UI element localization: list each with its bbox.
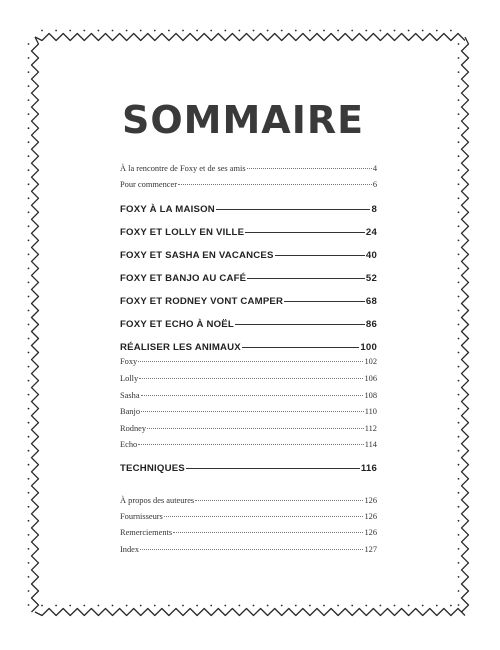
border-dot [28, 506, 30, 508]
border-dot [28, 99, 30, 101]
toc-entry-page: 127 [364, 545, 377, 554]
border-dot [458, 113, 460, 115]
toc-entry-label: Pour commencer [120, 180, 177, 189]
border-dot [458, 282, 460, 284]
border-dot [309, 605, 311, 607]
border-dot [28, 520, 30, 522]
border-dot [28, 155, 30, 157]
border-dot [28, 450, 30, 452]
toc-entry-label: FOXY ET ECHO À NOËL [120, 319, 234, 330]
dot-leader [164, 516, 364, 517]
toc-entry-chapter[interactable] [120, 227, 377, 238]
border-dot [239, 30, 241, 32]
border-dot [98, 30, 100, 32]
toc-entry-label: Fournisseurs [120, 512, 163, 521]
border-dot [224, 30, 226, 32]
toc-entry-page: 102 [364, 357, 377, 366]
dot-leader [178, 184, 372, 185]
toc-entry-chapter[interactable] [120, 342, 377, 353]
leader-line [186, 468, 360, 469]
leader-line [216, 209, 371, 210]
border-dot [28, 562, 30, 564]
toc-entry-label: Banjo [120, 407, 141, 416]
toc-entry-chapter[interactable] [120, 250, 377, 261]
border-dot [28, 71, 30, 73]
dot-leader [138, 361, 363, 362]
border-dot [28, 590, 30, 592]
dot-leader [147, 428, 364, 429]
toc-entry-label: FOXY ET BANJO AU CAFÉ [120, 273, 247, 284]
toc-entry-label: FOXY ET SASHA EN VACANCES [120, 250, 274, 261]
toc-entry-back-matter[interactable] [120, 512, 377, 521]
toc-entry-label: RÉALISER LES ANIMAUX [120, 342, 241, 353]
toc-entry-label: FOXY ET LOLLY EN VILLE [120, 227, 245, 238]
leader-line [275, 255, 365, 256]
border-dot [458, 183, 460, 185]
border-dot [126, 605, 128, 607]
border-dot [458, 520, 460, 522]
border-dot [28, 436, 30, 438]
toc-entry-page: 110 [364, 407, 377, 416]
border-dot [458, 211, 460, 213]
border-dot [394, 605, 396, 607]
border-dot [112, 605, 114, 607]
border-dot [458, 141, 460, 143]
border-dot [224, 605, 226, 607]
border-dot [28, 352, 30, 354]
toc-entry-back-matter[interactable] [120, 528, 377, 537]
border-dot [458, 268, 460, 270]
border-dot [196, 605, 198, 607]
border-dot [28, 408, 30, 410]
border-dot [458, 562, 460, 564]
border-dot [351, 30, 353, 32]
border-dot [239, 605, 241, 607]
toc-entry-page: 24 [365, 227, 377, 238]
border-dot [168, 30, 170, 32]
toc-entry-page: 86 [365, 319, 377, 330]
toc-entry-page: 40 [365, 250, 377, 261]
border-dot [458, 197, 460, 199]
border-dot [28, 604, 30, 606]
border-dot [458, 324, 460, 326]
border-dot [458, 71, 460, 73]
border-dot [408, 605, 410, 607]
toc-entry-label: Foxy [120, 357, 138, 366]
border-dot [458, 506, 460, 508]
toc-entry-animal[interactable] [120, 357, 377, 366]
toc-entry-page: 108 [364, 391, 377, 400]
toc-entry-label: À propos des auteures [120, 496, 195, 505]
border-dot [458, 492, 460, 494]
toc-entry-chapter[interactable] [120, 463, 377, 474]
border-dot [28, 534, 30, 536]
dot-leader [247, 168, 372, 169]
border-dot [422, 30, 424, 32]
border-dot [140, 30, 142, 32]
border-dot [323, 605, 325, 607]
toc-entry-page: 114 [364, 440, 377, 449]
border-dot [458, 576, 460, 578]
border-dot [182, 30, 184, 32]
border-dot [337, 605, 339, 607]
border-dot [458, 310, 460, 312]
border-dot [28, 57, 30, 59]
toc-entry-label: Sasha [120, 391, 140, 400]
border-dot [458, 436, 460, 438]
toc-entry-label: Rodney [120, 424, 147, 433]
border-dot [458, 254, 460, 256]
border-dot [196, 30, 198, 32]
toc-entry-label: À la rencontre de Foxy et de ses amis [120, 164, 246, 173]
border-dot [154, 30, 156, 32]
border-dot [28, 113, 30, 115]
toc-entry-animal[interactable] [120, 391, 377, 400]
border-dot [281, 605, 283, 607]
border-dot [458, 99, 460, 101]
border-dot [28, 197, 30, 199]
border-dot [182, 605, 184, 607]
border-dot [380, 605, 382, 607]
toc-entry-chapter[interactable] [120, 319, 377, 330]
border-dot [28, 492, 30, 494]
border-dot [98, 605, 100, 607]
toc-entry-animal[interactable] [120, 374, 377, 383]
toc-entry-page: 126 [364, 528, 377, 537]
border-dot [365, 30, 367, 32]
border-dot [28, 43, 30, 45]
border-dot [267, 30, 269, 32]
border-dot [458, 240, 460, 242]
border-dot [140, 605, 142, 607]
border-dot [28, 211, 30, 213]
border-dot [112, 30, 114, 32]
toc-entry-chapter[interactable] [120, 273, 377, 284]
border-dot [458, 85, 460, 87]
border-dot [28, 394, 30, 396]
toc-entry-page: 126 [364, 496, 377, 505]
border-dot [41, 30, 43, 32]
toc-entry-page: 6 [372, 180, 377, 189]
toc-entry-animal[interactable] [120, 440, 377, 449]
border-dot [458, 450, 460, 452]
toc-entry-label: Lolly [120, 374, 139, 383]
toc-entry-page: 4 [372, 164, 377, 173]
border-dot [458, 548, 460, 550]
toc-entry-chapter[interactable] [120, 296, 377, 307]
border-dot [458, 43, 460, 45]
border-dot [28, 85, 30, 87]
dot-leader [140, 549, 363, 550]
border-dot [458, 338, 460, 340]
dot-leader [141, 395, 364, 396]
border-dot [28, 324, 30, 326]
border-dot [28, 338, 30, 340]
border-dot [28, 183, 30, 185]
border-dot [458, 380, 460, 382]
border-dot [168, 605, 170, 607]
page-title: SOMMAIRE [122, 98, 365, 142]
border-dot [351, 605, 353, 607]
dot-leader [138, 444, 364, 445]
toc-entry-page: 100 [360, 342, 377, 353]
toc-entry-label: Index [120, 545, 140, 554]
toc-entry-label: TECHNIQUES [120, 463, 185, 474]
toc-entry-intro[interactable] [120, 164, 377, 173]
border-dot [55, 30, 57, 32]
dot-leader [173, 532, 363, 533]
border-dot [458, 296, 460, 298]
border-dot [28, 296, 30, 298]
zigzag-line [462, 37, 469, 612]
border-dot [458, 127, 460, 129]
border-dot [28, 366, 30, 368]
border-dot [295, 605, 297, 607]
border-dot [28, 240, 30, 242]
border-dot [436, 30, 438, 32]
border-dot [28, 464, 30, 466]
toc-entry-back-matter[interactable] [120, 496, 377, 505]
border-dot [408, 30, 410, 32]
border-dot [126, 30, 128, 32]
toc-entry-label: FOXY ET RODNEY VONT CAMPER [120, 296, 284, 307]
border-dot [28, 422, 30, 424]
leader-line [245, 232, 365, 233]
border-dot [28, 548, 30, 550]
border-dot [69, 605, 71, 607]
zigzag-line [35, 34, 465, 41]
border-dot [458, 590, 460, 592]
border-dot [83, 30, 85, 32]
toc-entry-page: 126 [364, 512, 377, 521]
border-dot [28, 127, 30, 129]
border-dot [28, 141, 30, 143]
toc-entry-page: 68 [365, 296, 377, 307]
border-dot [253, 605, 255, 607]
border-dot [458, 352, 460, 354]
toc-entry-page: 52 [365, 273, 377, 284]
toc-entry-label: Remerciements [120, 528, 173, 537]
border-dot [458, 534, 460, 536]
border-dot [154, 605, 156, 607]
dot-leader [139, 378, 363, 379]
border-dot [28, 310, 30, 312]
border-dot [28, 169, 30, 171]
border-dot [281, 30, 283, 32]
border-dot [458, 169, 460, 171]
border-dot [458, 422, 460, 424]
border-dot [436, 605, 438, 607]
border-dot [295, 30, 297, 32]
border-dot [69, 30, 71, 32]
toc-entry-label: FOXY À LA MAISON [120, 204, 215, 215]
border-dot [323, 30, 325, 32]
leader-line [235, 324, 365, 325]
toc-entry-page: 112 [364, 424, 377, 433]
border-dot [28, 380, 30, 382]
border-dot [28, 268, 30, 270]
border-dot [83, 605, 85, 607]
border-dot [55, 605, 57, 607]
border-dot [422, 605, 424, 607]
border-dot [458, 155, 460, 157]
border-dot [394, 30, 396, 32]
dot-leader [141, 411, 364, 412]
border-dot [365, 605, 367, 607]
toc-entry-label: Echo [120, 440, 138, 449]
border-dot [458, 408, 460, 410]
toc-entry-animal[interactable] [120, 407, 377, 416]
dot-leader [195, 500, 363, 501]
border-dot [450, 605, 452, 607]
toc-entry-chapter[interactable] [120, 204, 377, 215]
toc-entry-back-matter[interactable] [120, 545, 377, 554]
leader-line [242, 347, 359, 348]
border-dot [458, 225, 460, 227]
border-dot [458, 604, 460, 606]
border-dot [253, 30, 255, 32]
toc-entry-intro[interactable] [120, 180, 377, 189]
zigzag-line [32, 37, 39, 612]
border-dot [28, 254, 30, 256]
border-dot [458, 57, 460, 59]
toc-entry-page: 116 [360, 463, 377, 474]
border-dot [458, 464, 460, 466]
border-dot [309, 30, 311, 32]
border-dot [28, 576, 30, 578]
border-dot [450, 30, 452, 32]
border-dot [28, 225, 30, 227]
toc-entry-page: 8 [371, 204, 377, 215]
toc-entry-animal[interactable] [120, 424, 377, 433]
toc-entry-page: 106 [364, 374, 377, 383]
border-dot [28, 282, 30, 284]
zigzag-line [35, 609, 465, 616]
border-dot [267, 605, 269, 607]
border-dot [458, 394, 460, 396]
border-dot [210, 605, 212, 607]
leader-line [284, 301, 365, 302]
border-dot [41, 605, 43, 607]
border-dot [28, 478, 30, 480]
border-dot [337, 30, 339, 32]
border-dot [458, 366, 460, 368]
border-dot [210, 30, 212, 32]
border-dot [458, 478, 460, 480]
border-dot [380, 30, 382, 32]
leader-line [247, 278, 365, 279]
